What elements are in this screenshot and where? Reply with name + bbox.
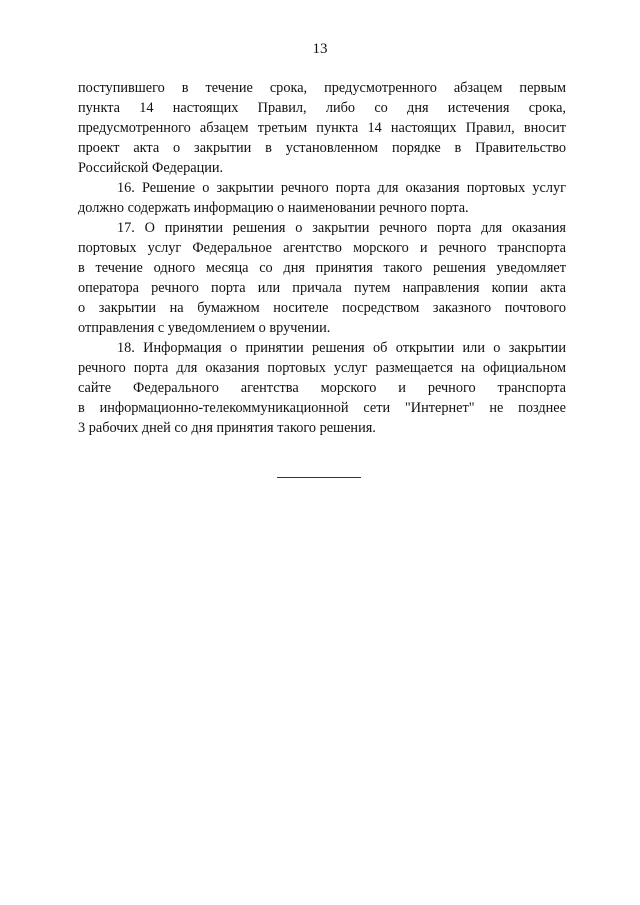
text-line: оператора речного порта или причала путем направления копии акта [78, 280, 566, 296]
text-line: пункта 14 настоящих Правил, либо со дня истечения срока, [78, 100, 566, 116]
text-line: сайте Федерального агентства морского и речного транспорта [78, 380, 566, 396]
text-line: о закрытии на бумажном носителе посредством заказного почтового [78, 300, 566, 316]
text-line: должно содержать информацию о наименовании речного порта. [78, 200, 469, 216]
text-line: портовых услуг Федеральное агентство морского и речного транспорта [78, 240, 566, 256]
text-line: 3 рабочих дней со дня принятия такого решения. [78, 420, 376, 436]
paragraph-16 [78, 178, 566, 218]
page-number: 13 [312, 41, 328, 57]
text-line: Российской Федерации. [78, 160, 224, 176]
text-line: в течение одного месяца со дня принятия такого решения уведомляет [78, 260, 566, 276]
text-line: 17. О принятии решения о закрытии речного порта для оказания [117, 220, 566, 236]
text-line: проект акта о закрытии в установленном порядке в Правительство [78, 140, 566, 156]
text-line: поступившего в течение срока, предусмотренного абзацем первым [78, 80, 566, 96]
end-separator-line [277, 477, 361, 478]
text-line: 16. Решение о закрытии речного порта для оказания портовых услуг [117, 180, 566, 196]
text-line: 18. Информация о принятии решения об открытии или о закрытии [117, 340, 566, 356]
paragraph-continued [78, 78, 566, 178]
text-line: речного порта для оказания портовых услуг размещается на официальном [78, 360, 566, 376]
paragraph-18 [78, 338, 566, 438]
paragraph-17 [78, 218, 566, 338]
text-line: отправления с уведомлением о вручении. [78, 320, 331, 336]
text-line: в информационно-телекоммуникационной сети "Интернет" не позднее [78, 400, 566, 416]
document-body [78, 78, 566, 438]
text-line: предусмотренного абзацем третьим пункта 14 настоящих Правил, вносит [78, 120, 566, 136]
